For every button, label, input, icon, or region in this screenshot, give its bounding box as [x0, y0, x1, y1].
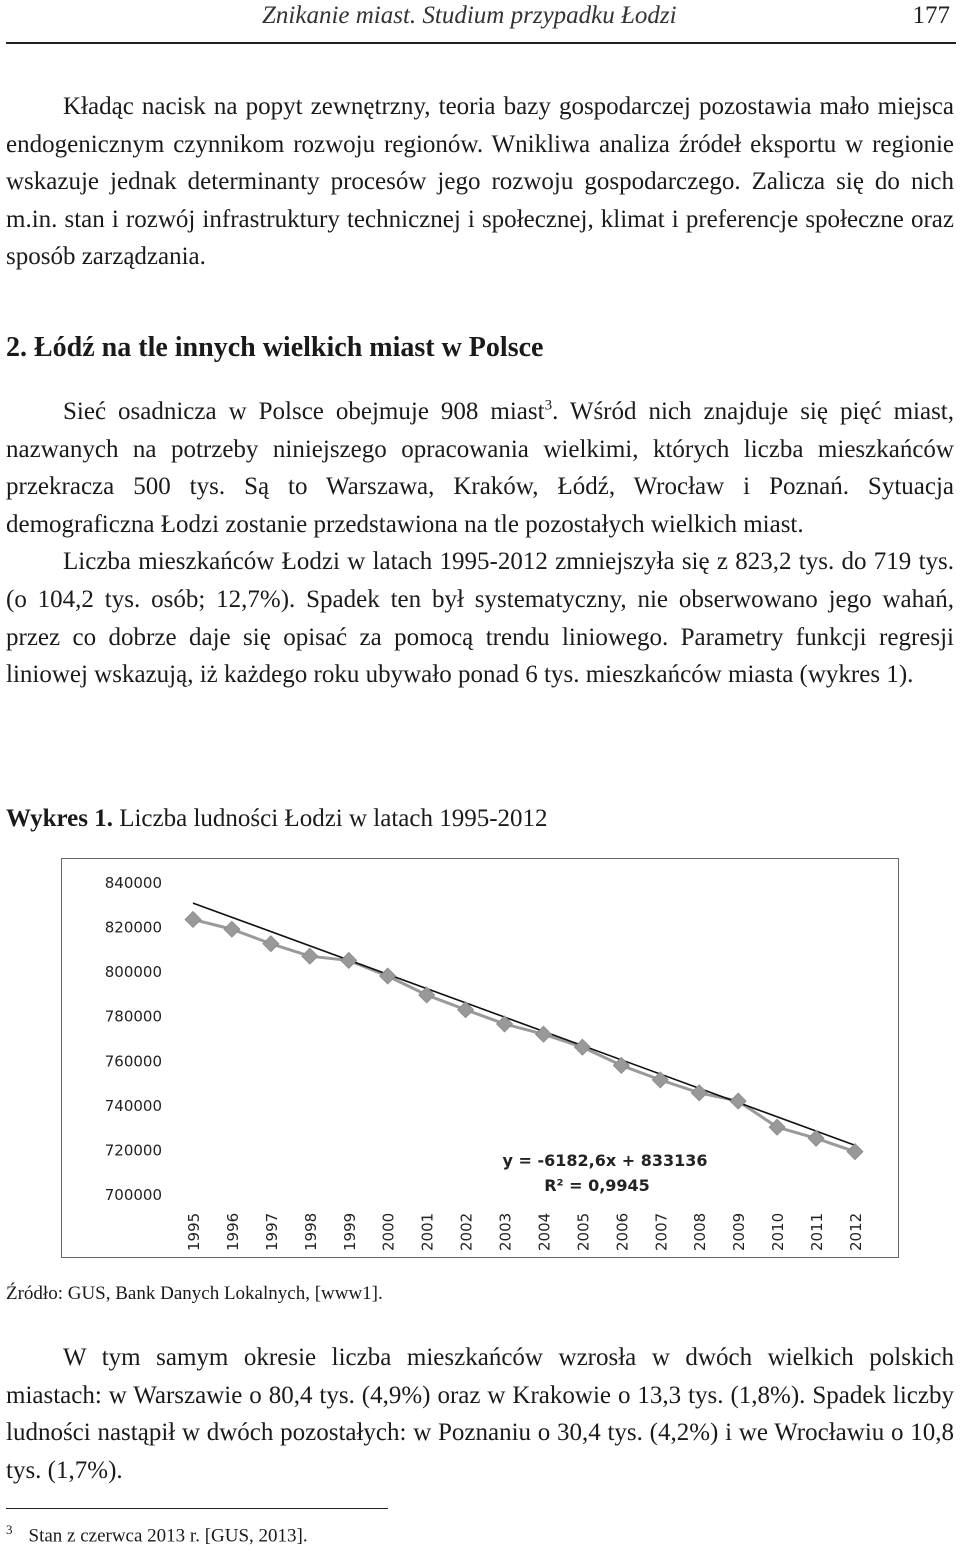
- y-tick-label: 820000: [104, 918, 162, 937]
- source-note: Źródło: GUS, Bank Danych Lokalnych, [www1].: [6, 1283, 383, 1304]
- data-point-marker: [380, 968, 396, 984]
- paragraph-text: Sieć osadnicza w Polsce obejmuje 908 miast: [63, 398, 545, 425]
- regression-annotation: y = -6182,6x + 833136: [502, 1151, 708, 1170]
- data-point-marker: [263, 936, 279, 952]
- x-tick-label: 2010: [769, 1212, 788, 1251]
- data-point-marker: [224, 921, 240, 937]
- data-point-marker: [302, 948, 318, 964]
- chart-canvas: [62, 859, 898, 1257]
- paragraph: W tym samym okresie liczba mieszkańców wzrosła w dwóch wielkich polskich miastach: w Warszawie o 80,4 tys. (4,9%) oraz w Krakowie o 13,3 tys. (1,8%). Spadek liczby ludności nastąpił w dwóch pozostałych: w Poznaniu o 30,4 tys. (4,2%) i we Wrocławiu o 10,8 tys. (1,7%).: [6, 1344, 954, 1484]
- x-tick-label: 2003: [496, 1212, 515, 1251]
- page-header: [6, 0, 956, 44]
- x-tick-label: 2012: [847, 1212, 865, 1251]
- data-point-marker: [185, 911, 201, 927]
- data-point-marker: [613, 1057, 629, 1073]
- x-tick-label: 1995: [185, 1212, 203, 1251]
- x-tick-label: 2009: [730, 1212, 749, 1251]
- data-point-marker: [652, 1072, 668, 1088]
- running-title: Znikanie miast. Studium przypadku Łodzi: [262, 2, 677, 29]
- x-tick-label: 2007: [652, 1212, 671, 1251]
- data-point-marker: [574, 1039, 590, 1055]
- y-tick-label: 800000: [104, 963, 162, 982]
- body-text-intro: [6, 88, 954, 276]
- data-point-marker: [691, 1085, 707, 1101]
- x-tick-label: 2005: [574, 1212, 593, 1251]
- section-heading: 2. Łódź na tle innych wielkich miast w Polsce: [6, 332, 544, 363]
- page-number: 177: [912, 2, 950, 29]
- paragraph: Kładąc nacisk na popyt zewnętrzny, teoria bazy gospodarczej pozostawia mało miejsca endogenicznym czynnikom rozwoju regionów. Wnikliwa analiza źródeł eksportu w regionie wskazuje jednak determinanty procesów jego rozwoju gospodarczego. Zalicza się do nich m.in. stan i rozwój infrastruktury technicznej i społecznej, klimat i preferencje społeczne oraz sposób zarządzania.: [6, 93, 954, 271]
- footnote-text: Stan z czerwca 2013 r. [GUS, 2013].: [28, 1525, 308, 1547]
- x-tick-label: 2000: [379, 1212, 398, 1251]
- y-tick-label: 760000: [104, 1052, 162, 1071]
- paragraph: Liczba mieszkańców Łodzi w latach 1995-2012 zmniejszyła się z 823,2 tys. do 719 tys. (o 104,2 tys. osób; 12,7%). Spadek ten był systematyczny, nie obserwowano jego wahań, przez co dobrze daje się opisać za pomocą trendu liniowego. Parametry funkcji regresji liniowej wskazują, iż każdego roku ubywało ponad 6 tys. mieszkańców miasta (wykres 1).: [6, 548, 954, 689]
- trend-line: [193, 903, 855, 1145]
- data-point-marker: [730, 1093, 746, 1109]
- figure-caption: [6, 805, 548, 833]
- x-tick-label: 2006: [613, 1212, 632, 1251]
- regression-annotation: R² = 0,9945: [544, 1176, 650, 1195]
- x-tick-label: 1999: [340, 1212, 359, 1251]
- x-tick-label: 2002: [457, 1212, 476, 1251]
- body-text-section: [6, 393, 954, 694]
- y-tick-label: 840000: [104, 874, 162, 892]
- figure-title: Liczba ludności Łodzi w latach 1995-2012: [112, 805, 548, 832]
- data-point-marker: [341, 952, 357, 968]
- x-tick-label: 1998: [301, 1212, 320, 1251]
- y-tick-label: 740000: [104, 1096, 162, 1115]
- data-point-marker: [419, 987, 435, 1003]
- data-point-marker: [769, 1119, 785, 1135]
- x-tick-label: 1996: [223, 1212, 242, 1251]
- body-text-comparison: [6, 1339, 954, 1489]
- series-line: [193, 919, 855, 1151]
- y-tick-label: 720000: [104, 1141, 162, 1160]
- y-tick-label: 700000: [104, 1186, 162, 1204]
- footnote-divider: [6, 1508, 388, 1509]
- population-chart: [61, 858, 899, 1258]
- footnote: [6, 1522, 308, 1547]
- data-point-marker: [847, 1144, 863, 1160]
- x-tick-label: 2001: [418, 1212, 437, 1251]
- paragraph: [6, 393, 954, 543]
- footnote-reference[interactable]: 3: [544, 397, 553, 414]
- y-tick-label: 780000: [104, 1007, 162, 1026]
- x-tick-label: 1997: [262, 1212, 281, 1251]
- figure-label: Wykres 1.: [6, 805, 113, 832]
- footnote-number: 3: [6, 1522, 13, 1537]
- x-tick-label: 2011: [808, 1212, 827, 1251]
- x-tick-label: 2004: [535, 1212, 554, 1251]
- paragraph-text: . Wśród nich znajduje się pięć miast, nazwanych na potrzeby niniejszego opracowania wielkimi, których liczba mieszkańców przekracza 500 tys. Są to Warszawa, Kraków, Łódź, Wrocław i Poznań. Sytuacja demograficzna Łodzi zostanie przedstawiona na tle pozostałych wielkich miast.: [6, 398, 954, 538]
- x-tick-label: 2008: [691, 1212, 710, 1251]
